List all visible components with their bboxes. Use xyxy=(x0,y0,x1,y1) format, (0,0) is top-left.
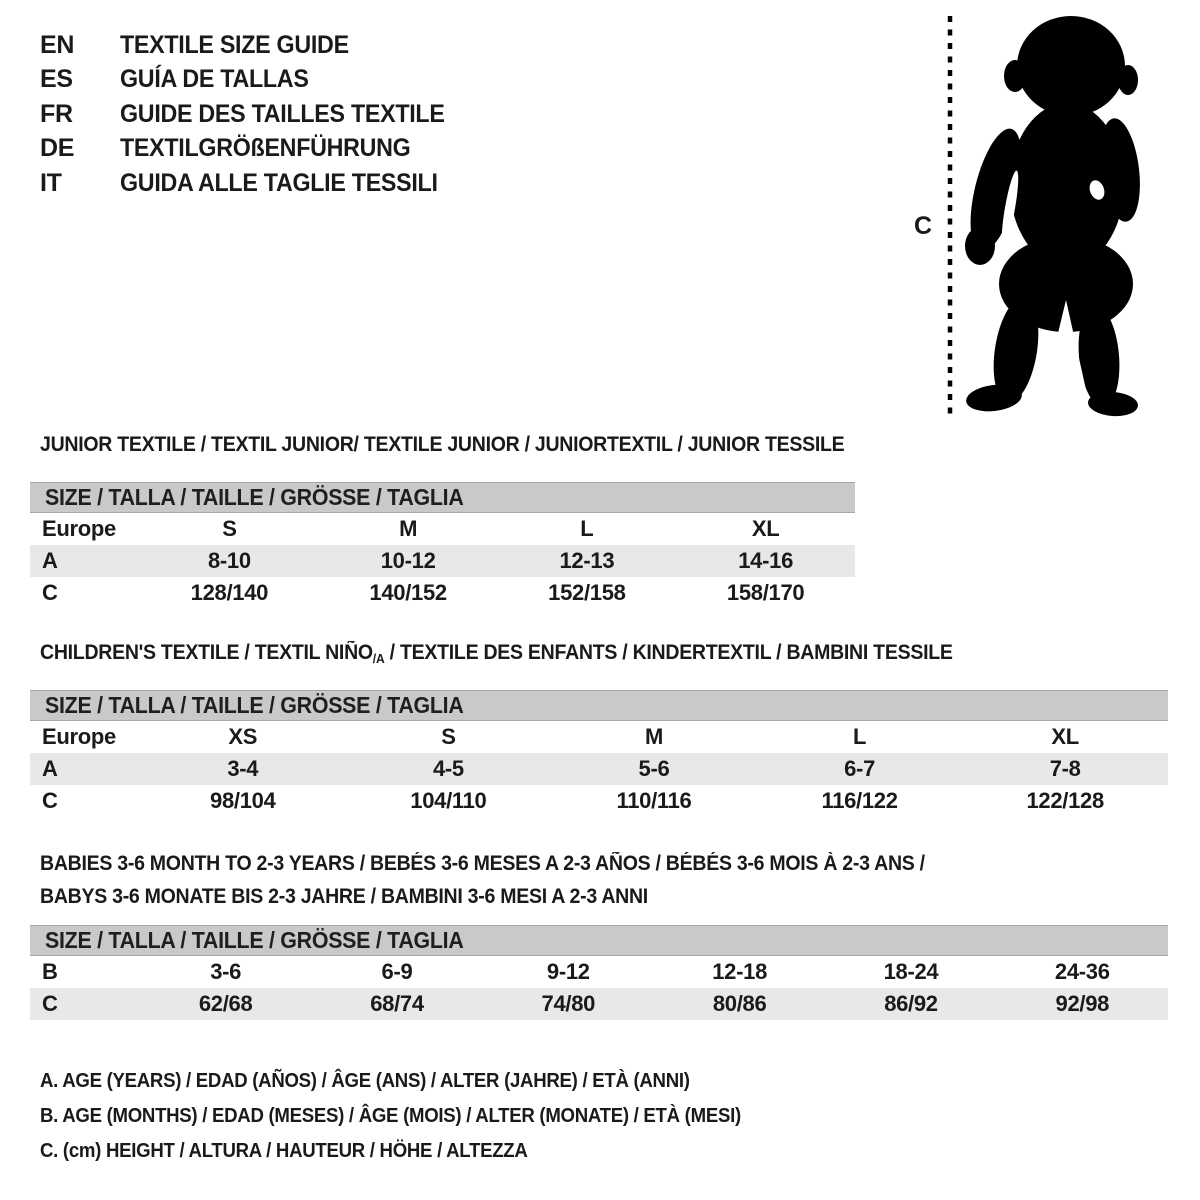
table-cell: L xyxy=(580,516,594,541)
table-cell: 104/110 xyxy=(410,788,487,813)
language-row xyxy=(40,28,469,63)
row-label-cell: Europe xyxy=(42,724,116,749)
table-cell: 24-36 xyxy=(1054,959,1110,984)
table-cell: 152/158 xyxy=(548,580,626,605)
baby-body xyxy=(960,16,1145,409)
row-label-cell: A xyxy=(42,548,58,573)
legend-line-a: A. AGE (YEARS) / EDAD (AÑOS) / ÂGE (ANS) / ALTER (JAHRE) / ETÀ (ANNI) xyxy=(40,1070,690,1092)
table-cell: 110/116 xyxy=(616,788,692,813)
children-heading-subscript: /A xyxy=(372,651,385,666)
table-row xyxy=(30,577,855,609)
babies-section-heading xyxy=(40,847,925,913)
language-code: ES xyxy=(40,65,73,94)
table-row xyxy=(30,988,1168,1020)
legend-line-b: B. AGE (MONTHS) / EDAD (MESES) / ÂGE (MOIS) / ALTER (MONATE) / ETÀ (MESI) xyxy=(40,1105,741,1127)
language-row xyxy=(40,97,469,132)
language-code: DE xyxy=(40,134,75,163)
size-header-label: SIZE / TALLA / TAILLE / GRÖSSE / TAGLIA xyxy=(45,484,464,510)
size-header-bar xyxy=(30,690,1168,721)
table-cell: 3-4 xyxy=(227,756,259,781)
junior-section-heading: JUNIOR TEXTILE / TEXTIL JUNIOR/ TEXTILE JUNIOR / JUNIORTEXTIL / JUNIOR TESSILE xyxy=(40,433,845,456)
junior-size-table xyxy=(30,482,855,609)
table-cell: 92/98 xyxy=(1055,991,1110,1016)
row-label-cell: B xyxy=(42,959,58,984)
size-header-label: SIZE / TALLA / TAILLE / GRÖSSE / TAGLIA xyxy=(45,692,464,718)
table-cell: 9-12 xyxy=(546,959,590,984)
table-cell: 6-7 xyxy=(844,756,876,781)
language-row xyxy=(40,132,469,167)
language-row xyxy=(40,63,469,98)
table-cell: S xyxy=(441,724,456,749)
table-cell: 12-18 xyxy=(712,959,768,984)
children-heading-text: / TEXTILE DES ENFANTS / KINDERTEXTIL / BAMBINI TESSILE xyxy=(384,641,953,664)
row-label-cell: C xyxy=(42,580,58,605)
table-cell: XL xyxy=(1051,724,1079,749)
table-cell: 6-9 xyxy=(381,959,413,984)
table-cell: 158/170 xyxy=(726,580,805,605)
language-row xyxy=(40,166,469,201)
table-cell: L xyxy=(853,724,867,749)
guide-title: TEXTILGRÖßENFÜHRUNG xyxy=(120,134,411,163)
legend-line-c: C. (cm) HEIGHT / ALTURA / HAUTEUR / HÖHE / ALTEZZA xyxy=(40,1140,528,1162)
table-cell: 18-24 xyxy=(883,959,939,984)
table-row xyxy=(30,956,1168,988)
table-cell: 68/74 xyxy=(370,991,424,1016)
size-header-label: SIZE / TALLA / TAILLE / GRÖSSE / TAGLIA xyxy=(45,927,464,953)
table-row xyxy=(30,753,1168,785)
table-cell: 12-13 xyxy=(559,548,615,573)
table-row xyxy=(30,721,1168,753)
children-section-heading xyxy=(40,641,953,666)
table-cell: 3-6 xyxy=(210,959,242,984)
table-cell: 116/122 xyxy=(821,788,898,813)
row-label-cell: C xyxy=(42,788,58,813)
table-row xyxy=(30,785,1168,817)
table-row xyxy=(30,513,855,545)
guide-title: GUIDA ALLE TAGLIE TESSILI xyxy=(120,168,438,197)
measure-label-c: C xyxy=(914,212,932,240)
guide-title: TEXTILE SIZE GUIDE xyxy=(120,30,349,59)
table-row xyxy=(30,545,855,577)
size-header-bar xyxy=(30,482,855,513)
table-cell: XS xyxy=(228,724,258,749)
language-title-list xyxy=(40,28,469,201)
table-cell: 8-10 xyxy=(207,548,251,573)
table-cell: 10-12 xyxy=(380,548,436,573)
table-cell: M xyxy=(644,724,663,749)
table-cell: 122/128 xyxy=(1026,788,1104,813)
table-cell: 62/68 xyxy=(198,991,253,1016)
table-cell: M xyxy=(399,516,418,541)
language-code: IT xyxy=(40,168,62,197)
babies-heading-line1: BABIES 3-6 MONTH TO 2-3 YEARS / BEBÉS 3-6 MESES A 2-3 AÑOS / BÉBÉS 3-6 MOIS À 2-3 ANS / xyxy=(40,852,925,875)
table-cell: 140/152 xyxy=(369,580,447,605)
children-heading-text: CHILDREN'S TEXTILE / TEXTIL NIÑO xyxy=(40,641,373,664)
row-label-cell: Europe xyxy=(42,516,116,541)
table-cell: 14-16 xyxy=(738,548,794,573)
table-cell: 74/80 xyxy=(541,991,596,1016)
babies-heading-line2: BABYS 3-6 MONATE BIS 2-3 JAHRE / BAMBINI 3-6 MESI A 2-3 ANNI xyxy=(40,885,648,908)
table-cell: S xyxy=(222,516,237,541)
row-label-cell: A xyxy=(42,756,58,781)
table-cell: XL xyxy=(751,516,780,541)
measurement-legend xyxy=(40,1064,741,1169)
table-cell: 5-6 xyxy=(638,756,670,781)
table-cell: 98/104 xyxy=(210,788,276,813)
language-code: EN xyxy=(40,30,75,59)
babies-size-table xyxy=(30,925,1168,1020)
table-cell: 128/140 xyxy=(190,580,269,605)
children-size-table xyxy=(30,690,1168,817)
guide-title: GUIDE DES TAILLES TEXTILE xyxy=(120,99,445,128)
row-label-cell: C xyxy=(42,991,58,1016)
language-code: FR xyxy=(40,99,73,128)
guide-title: GUÍA DE TALLAS xyxy=(120,65,309,94)
table-cell: 80/86 xyxy=(712,991,767,1016)
table-cell: 4-5 xyxy=(432,756,464,781)
size-header-bar xyxy=(30,925,1168,956)
table-cell: 7-8 xyxy=(1049,756,1081,781)
table-cell: 86/92 xyxy=(884,991,938,1016)
